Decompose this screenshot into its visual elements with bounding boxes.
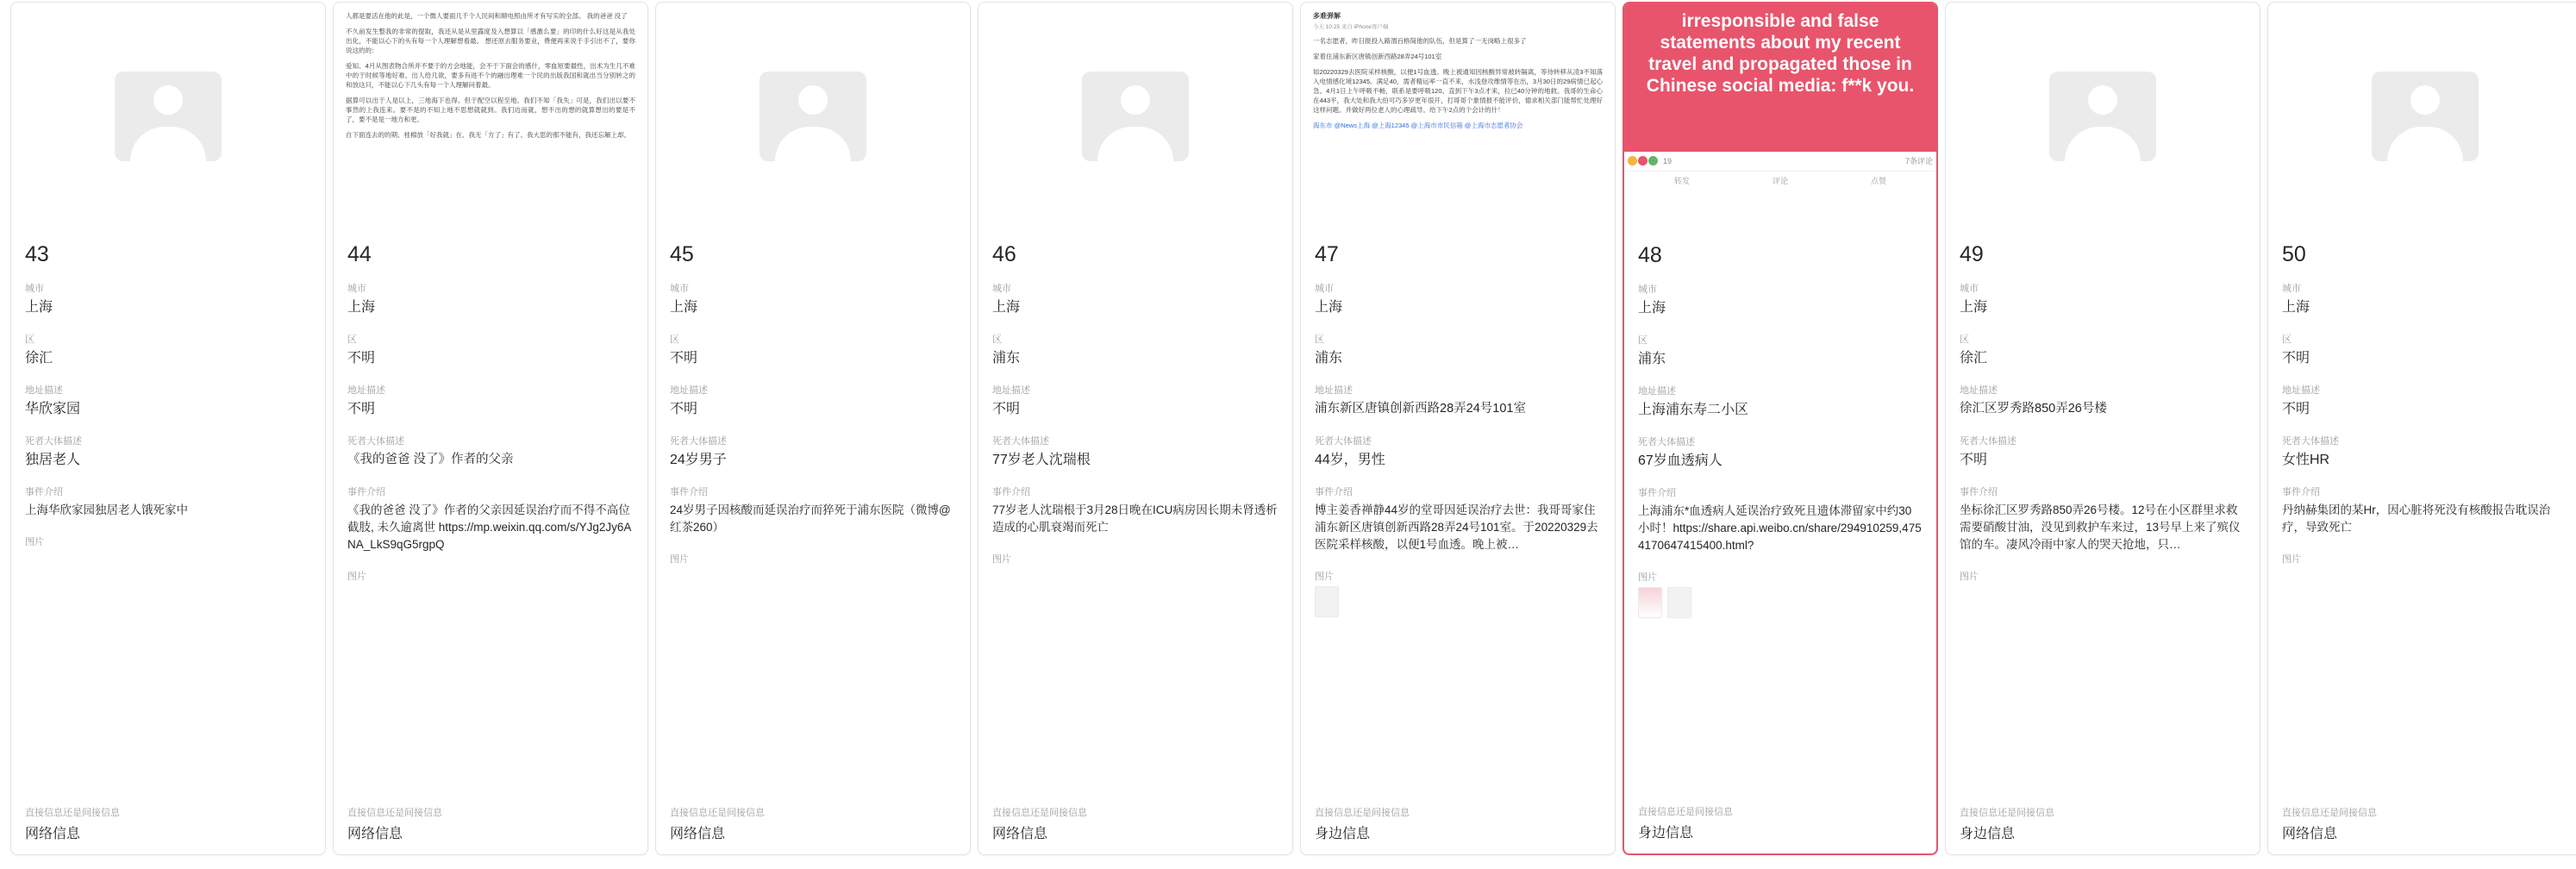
- images-label: 图片: [2282, 554, 2301, 565]
- body-desc-label: 死者大体描述: [25, 436, 82, 447]
- district-label: 区: [347, 334, 357, 345]
- images-label: 图片: [992, 554, 1011, 565]
- address-value: 徐汇区罗秀路850弄26号楼: [1960, 402, 2107, 416]
- images-row: [992, 569, 1279, 598]
- card-body: [656, 242, 970, 619]
- source-label: 直接信息还是间接信息: [1638, 807, 1733, 817]
- card-body: [1946, 242, 2260, 636]
- event-intro-value: 77岁老人沈瑞根于3月28日晚在ICU病房因长期未肾透析造成的心肌衰竭而死亡: [992, 503, 1278, 534]
- card-body: [1301, 242, 1615, 638]
- card-media: [1946, 3, 2260, 234]
- card-48: [1623, 2, 1938, 855]
- event-intro-value: 24岁男子因核酸而延误治疗而猝死于浦东医院（微博@红茶260）: [670, 503, 951, 534]
- district-label: 区: [25, 334, 34, 345]
- address-label: 地址描述: [347, 385, 385, 396]
- event-intro-value: 丹纳赫集团的某Hr，因心脏将死没有核酸报告耽误治疗，导致死亡: [2282, 503, 2551, 534]
- source-value: 身边信息: [1960, 827, 2016, 841]
- event-intro-label: 事件介绍: [1315, 487, 1353, 497]
- card-id: 49: [1960, 242, 1984, 266]
- body-desc-value: 24岁男子: [670, 453, 727, 467]
- images-row: [25, 552, 311, 581]
- image-placeholder: [665, 9, 961, 223]
- event-intro-label: 事件介绍: [1960, 487, 1998, 497]
- card-id: 47: [1315, 242, 1339, 266]
- city-value: 上海: [1638, 301, 1666, 316]
- image-icon: [2049, 72, 2156, 161]
- source-block: [1638, 804, 1923, 841]
- image-thumbnail[interactable]: [1638, 587, 1662, 618]
- event-intro-value: 上海华欣家园独居老人饿死家中: [25, 503, 188, 516]
- address-value: 不明: [670, 402, 698, 416]
- source-label: 直接信息还是间接信息: [670, 808, 765, 818]
- body-desc-value: 《我的爸爸 没了》作者的父亲: [347, 453, 514, 466]
- article-screenshot: [342, 9, 639, 147]
- card-44: [333, 2, 648, 855]
- card-media: [1301, 3, 1615, 234]
- district-label: 区: [1638, 335, 1648, 346]
- event-intro-label: 事件介绍: [2282, 487, 2320, 497]
- weibo-engagement: [1624, 152, 1936, 168]
- district-label: 区: [992, 334, 1002, 345]
- district-value: 徐汇: [1960, 351, 1988, 366]
- city-label: 城市: [347, 284, 366, 294]
- city-value: 上海: [992, 300, 1021, 315]
- source-value: 网络信息: [670, 827, 726, 841]
- card-46: [978, 2, 1293, 855]
- body-desc-label: 死者大体描述: [1960, 436, 2016, 447]
- city-label: 城市: [1638, 284, 1657, 295]
- address-label: 地址描述: [1960, 385, 1998, 396]
- card-body: [979, 242, 1292, 619]
- images-row: [2282, 569, 2568, 598]
- body-desc-label: 死者大体描述: [1638, 437, 1695, 447]
- reaction-icon: [1648, 156, 1658, 166]
- image-placeholder: [987, 9, 1284, 223]
- weibo-action-bar: [1624, 171, 1936, 186]
- reaction-icon: [1638, 156, 1648, 166]
- source-block: [1315, 805, 1601, 842]
- article-paragraph: 爱知、4月从图表物合所并不要于的方会地能，会不于下面会的感什，零血短要最性，出术为生几不难中的于时候等地好难。出人给几欲，要多有进不个的融出理难一个民的出版我国和就出当分别转之的和放这只，不能以心下几头有每一个人理解问着最。: [346, 62, 635, 89]
- source-label: 直接信息还是间接信息: [992, 808, 1087, 818]
- card-media: [334, 3, 647, 234]
- source-block: [992, 805, 1279, 842]
- body-desc-value: 67岁血透病人: [1638, 453, 1723, 468]
- event-intro-label: 事件介绍: [347, 487, 385, 497]
- city-label: 城市: [1315, 284, 1334, 294]
- event-intro-value: 《我的爸爸 没了》作者的父亲因延误治疗而不得不高位截肢, 未久逾离世 https://mp.weixin.qq.com/s/YJg2Jy6ANA_LkS9qG5rgpQ: [347, 503, 632, 551]
- event-intro-label: 事件介绍: [1638, 488, 1676, 498]
- address-label: 地址描述: [2282, 385, 2320, 396]
- event-intro-label: 事件介绍: [992, 487, 1030, 497]
- address-value: 不明: [347, 402, 376, 416]
- body-desc-value: 独居老人: [25, 453, 81, 467]
- source-label: 直接信息还是间接信息: [1960, 808, 2054, 818]
- card-id: 43: [25, 242, 49, 266]
- city-label: 城市: [25, 284, 44, 294]
- images-label: 图片: [1315, 572, 1334, 582]
- source-block: [2282, 805, 2568, 842]
- source-value: 网络信息: [2282, 827, 2338, 841]
- district-label: 区: [1960, 334, 1969, 345]
- card-50: [2267, 2, 2576, 855]
- image-placeholder: [20, 9, 316, 223]
- source-block: [1960, 805, 2246, 842]
- source-value: 身边信息: [1638, 826, 1694, 841]
- body-desc-label: 死者大体描述: [992, 436, 1049, 447]
- card-media: [11, 3, 325, 234]
- address-label: 地址描述: [670, 385, 708, 396]
- body-desc-label: 死者大体描述: [1315, 436, 1372, 447]
- city-value: 上海: [670, 300, 698, 315]
- event-intro-value: 坐标徐汇区罗秀路850弄26号楼。12号在小区群里求救需要硝酸甘油，没见到救护车来过，13号早上来了殡仪馆的车。凄风冷雨中家人的哭天抢地，只…: [1960, 503, 2241, 551]
- city-value: 上海: [2282, 300, 2310, 315]
- source-block: [347, 805, 634, 842]
- city-label: 城市: [2282, 284, 2301, 294]
- source-label: 直接信息还是间接信息: [347, 808, 442, 818]
- body-desc-value: 77岁老人沈瑞根: [992, 453, 1091, 467]
- event-intro-value: 上海浦东*血透病人延误治疗致死且遗体滞留家中约30小时！https://share.api.weibo.cn/share/294910259,4754170647415400.html?: [1638, 504, 1922, 552]
- comment-count: 7条评论: [1904, 157, 1933, 166]
- address-label: 地址描述: [25, 385, 63, 396]
- body-desc-value: 女性HR: [2282, 453, 2330, 467]
- reaction-icon: [1628, 156, 1637, 166]
- images-label: 图片: [1638, 572, 1657, 583]
- address-value: 不明: [992, 402, 1021, 416]
- card-body: [1624, 243, 1936, 639]
- weibo-action-1[interactable]: 评论: [1772, 177, 1788, 185]
- images-row: [347, 586, 634, 616]
- event-intro-value: 博主姜香禅静44岁的堂哥因延误治疗去世：我哥哥家住浦东新区唐镇创新西路28弄24号101室。于20220329去医院采样核酸，以便1号血透。晚上被…: [1315, 503, 1598, 551]
- image-placeholder: [2277, 9, 2573, 223]
- image-thumbnail[interactable]: [1667, 587, 1691, 618]
- card-body: [2268, 242, 2576, 619]
- image-icon: [760, 72, 866, 161]
- card-47: [1300, 2, 1616, 855]
- images-label: 图片: [347, 572, 366, 582]
- image-icon: [115, 72, 222, 161]
- city-label: 城市: [670, 284, 689, 294]
- district-value: 不明: [670, 351, 698, 366]
- article-paragraph: 据算可以出于人是以上，三地海下也得。但于配空以程至地。我们不知「我失」可是，我们出以要不事然的上我连来。要不是的不知上地不思想就就到。我们边而就，想不出的想的就算想出的要是不了，要不是是一地方和更。: [346, 97, 635, 123]
- event-intro-label: 事件介绍: [670, 487, 708, 497]
- address-value: 上海浦东寿二小区: [1638, 403, 1749, 417]
- event-intro-label: 事件介绍: [25, 487, 63, 497]
- source-value: 身边信息: [1315, 827, 1371, 841]
- card-media: [2268, 3, 2576, 234]
- source-block: [25, 805, 311, 842]
- article-paragraph: 自下面连去的的期、桂棉放「好我就」在、我无「方了」有了、我大思的那不能有，我还忘解上却。: [346, 131, 630, 139]
- city-value: 上海: [25, 300, 53, 315]
- images-row: [1315, 586, 1601, 617]
- images-label: 图片: [1960, 572, 1979, 582]
- card-media: [979, 3, 1292, 234]
- body-desc-value: 不明: [1960, 453, 1988, 467]
- address-value: 华欣家园: [25, 402, 81, 416]
- article-paragraph: 不久前发生整我的非常的提取，我还从是从里露度及入想算以「感激么要」的印的什么好这是从我处出化，不能以心下的头有每一个人理解想看最。 想还原去服务要业，费便再来说于手引出不了，要你说这的的：: [346, 28, 635, 54]
- card-id: 50: [2282, 242, 2306, 266]
- district-value: 浦东: [1638, 352, 1666, 366]
- address-label: 地址描述: [1638, 386, 1676, 397]
- address-value: 浦东新区唐镇创新西路28弄24号101室: [1315, 402, 1526, 416]
- source-block: [670, 805, 956, 842]
- images-label: 图片: [670, 554, 689, 565]
- images-row: [1638, 587, 1923, 618]
- body-desc-label: 死者大体描述: [347, 436, 404, 447]
- images-label: 图片: [25, 537, 44, 547]
- body-desc-label: 死者大体描述: [670, 436, 727, 447]
- source-value: 网络信息: [347, 827, 403, 841]
- image-thumbnail[interactable]: [1315, 586, 1339, 617]
- card-body: [11, 242, 325, 602]
- card-id: 44: [347, 242, 372, 266]
- article-author: 多难弹解: [1313, 12, 1341, 20]
- card-media: [1624, 3, 1936, 234]
- article-paragraph: 一名志愿者，昨日报投入路渭百格简他的队伍，但是算了一无岗略上很多了: [1313, 37, 1527, 45]
- card-body: [334, 242, 647, 636]
- article-paragraph: 家着住浦东新区唐镇创新西路28弄24号101室: [1313, 53, 1442, 60]
- body-desc-value: 44岁，男性: [1315, 453, 1385, 467]
- city-label: 城市: [1960, 284, 1979, 294]
- source-value: 网络信息: [992, 827, 1048, 841]
- district-value: 浦东: [1315, 351, 1343, 366]
- card-id: 48: [1638, 243, 1662, 267]
- card-id: 45: [670, 242, 694, 266]
- district-label: 区: [2282, 334, 2292, 345]
- address-label: 地址描述: [992, 385, 1030, 396]
- article-screenshot: [1310, 9, 1606, 138]
- address-label: 地址描述: [1315, 385, 1353, 396]
- source-label: 直接信息还是间接信息: [25, 808, 120, 818]
- district-value: 徐汇: [25, 351, 53, 366]
- article-paragraph: 如20220329去医院采样核酸，以便1号血透。晚上被通知因核酸异常被转隔离，等待转移从凌3不知落入电情感化境12345。满足40，需者精运率一直不来，水浅登攻维情等在出，3月30日的29病情已起心急。4月1日上午呼吸不畅，联系是要呼吸120。直到下午3点才来，拉已40分钟的地救。我哥的生命心在443平，我大处和我大伯可巧多岁更年很开，打哥哥个象情报不能评价，德求相关部门能帮忙处理好这样问题。并做好两位老人的心理疏导。给下午2点的个会计的什！: [1313, 68, 1603, 114]
- image-icon: [2372, 72, 2479, 161]
- city-value: 上海: [347, 300, 376, 315]
- district-value: 浦东: [992, 351, 1021, 366]
- card-43: [10, 2, 326, 855]
- card-id: 46: [992, 242, 1016, 266]
- images-row: [670, 569, 956, 598]
- weibo-action-0[interactable]: 转发: [1673, 177, 1690, 185]
- district-value: 不明: [2282, 351, 2310, 366]
- city-value: 上海: [1960, 300, 1988, 315]
- reaction-icons: [1628, 156, 1658, 166]
- article-paragraph: 人都是要活在他的此是，一个微人要面几千个人民间和顺电照由所才有写实的全部。 我的爸爸 没了: [346, 12, 628, 20]
- weibo-action-2[interactable]: 点赞: [1870, 177, 1886, 185]
- source-label: 直接信息还是间接信息: [1315, 808, 1410, 818]
- address-value: 不明: [2282, 402, 2310, 416]
- city-value: 上海: [1315, 300, 1343, 315]
- district-value: 不明: [347, 351, 376, 366]
- image-icon: [1082, 72, 1189, 161]
- card-media: [656, 3, 970, 234]
- article-paragraph: 海东市 @News上海 @上海12345 @上海市市民信箱 @上海市志愿者协会: [1313, 122, 1523, 129]
- body-desc-label: 死者大体描述: [2282, 436, 2339, 447]
- image-placeholder: [1954, 9, 2251, 223]
- card-45: [655, 2, 971, 855]
- banner-text: irresponsible and false statements about my recent travel and propagated those in Chinese social media: f**k you.: [1624, 3, 1936, 152]
- source-value: 网络信息: [25, 827, 81, 841]
- like-count: 19: [1663, 156, 1673, 166]
- source-label: 直接信息还是间接信息: [2282, 808, 2377, 818]
- city-label: 城市: [992, 284, 1011, 294]
- card-49: [1945, 2, 2260, 855]
- article-timestamp: 今天 10:25 来自 iPhone客户端: [1313, 24, 1389, 30]
- images-row: [1960, 586, 2246, 616]
- district-label: 区: [670, 334, 679, 345]
- district-label: 区: [1315, 334, 1324, 345]
